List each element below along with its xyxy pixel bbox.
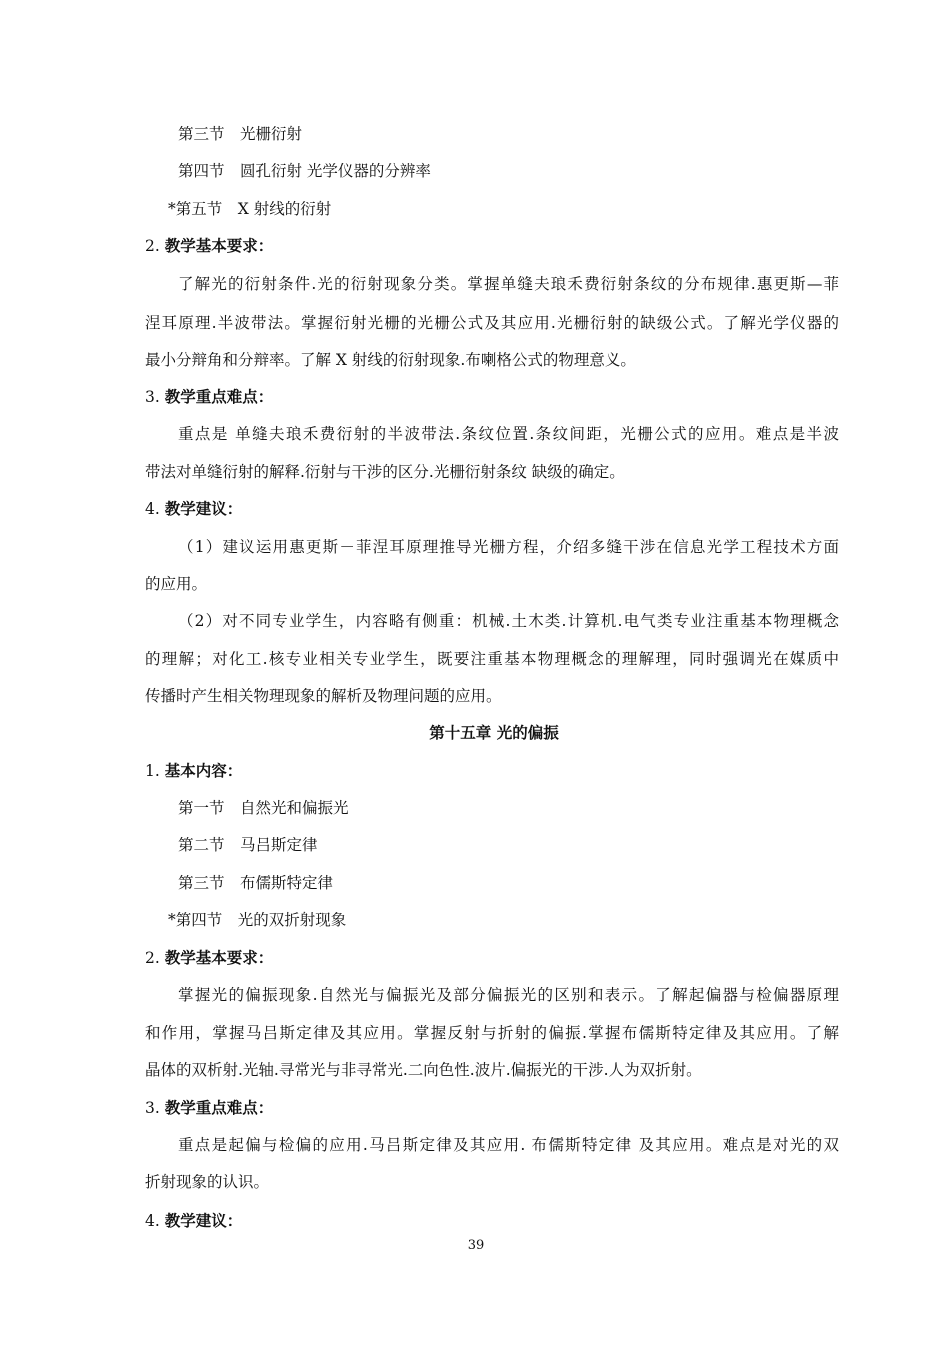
section-item: *第五节 X 射线的衍射 [168,200,332,218]
paragraph-line: 折射现象的认识。 [145,1173,270,1191]
paragraph-line: 最小分辩角和分辩率。了解 X 射线的衍射现象.布喇格公式的物理意义。 [145,351,636,369]
heading-label: 教学建议： [164,499,243,518]
paragraph-line: 重点是起偏与检偏的应用.马吕斯定律及其应用. 布儒斯特定律 及其应用。难点是对光的双 [178,1136,839,1154]
section-item: 第一节 自然光和偏振光 [178,799,349,817]
paragraph-line: 传播时产生相关物理现象的解析及物理问题的应用。 [145,687,502,705]
paragraph-line: 涅耳原理.半波带法。掌握衍射光栅的光栅公式及其应用.光栅衍射的缺级公式。了解光学仪器的 [145,314,839,332]
section-item: 第三节 光栅衍射 [178,125,303,143]
paragraph-line: （1）建议运用惠更斯－菲涅耳原理推导光栅方程，介绍多缝干涉在信息光学工程技术方面 [178,538,839,556]
paragraph-line: 掌握光的偏振现象.自然光与偏振光及部分偏振光的区别和表示。了解起偏器与检偏器原理 [178,986,839,1004]
heading-teaching-requirements [145,236,273,256]
heading-number: 2. [145,949,160,967]
heading-number: 3. [145,1099,160,1117]
heading-teaching-requirements [145,948,273,968]
paragraph-line: 了解光的衍射条件.光的衍射现象分类。掌握单缝夫琅禾费衍射条纹的分布规律.惠更斯—菲 [178,275,839,293]
heading-label: 基本内容： [164,761,243,780]
heading-number: 1. [145,762,160,780]
heading-key-points [145,1098,273,1118]
section-item: 第三节 布儒斯特定律 [178,874,334,892]
heading-number: 3. [145,388,160,406]
page-number: 39 [467,1238,485,1253]
paragraph-line: 的应用。 [145,575,208,593]
heading-key-points [145,387,273,407]
heading-number: 2. [145,237,160,255]
heading-label: 教学基本要求： [164,948,274,967]
section-item: 第四节 圆孔衍射 光学仪器的分辨率 [178,162,431,180]
heading-number: 4. [145,500,160,518]
heading-number: 4. [145,1212,160,1230]
heading-label: 教学建议： [164,1211,243,1230]
paragraph-line: 的理解；对化工.核专业相关专业学生，既要注重基本物理概念的理解理，同时强调光在媒质中 [145,650,839,668]
paragraph-line: （2）对不同专业学生，内容略有侧重：机械.土木类.计算机.电气类专业注重基本物理概念 [178,612,839,630]
paragraph-line: 重点是 单缝夫琅禾费衍射的半波带法.条纹位置.条纹间距，光栅公式的应用。难点是半波 [178,425,839,443]
heading-label: 教学重点难点： [164,387,274,406]
heading-teaching-advice [145,1211,242,1231]
paragraph-line: 和作用，掌握马吕斯定律及其应用。掌握反射与折射的偏振.掌握布儒斯特定律及其应用。了解 [145,1024,839,1042]
heading-teaching-advice [145,499,242,519]
section-item: *第四节 光的双折射现象 [168,911,347,929]
section-item: 第二节 马吕斯定律 [178,836,318,854]
heading-label: 教学基本要求： [164,236,274,255]
heading-basic-content [145,761,242,781]
chapter-title: 第十五章 光的偏振 [429,723,559,742]
heading-label: 教学重点难点： [164,1098,274,1117]
paragraph-line: 带法对单缝衍射的解释.衍射与干涉的区分.光栅衍射条纹 缺级的确定。 [145,463,625,481]
paragraph-line: 晶体的双析射.光轴.寻常光与非寻常光.二向色性.波片.偏振光的干涉.人为双折射。 [145,1061,702,1079]
